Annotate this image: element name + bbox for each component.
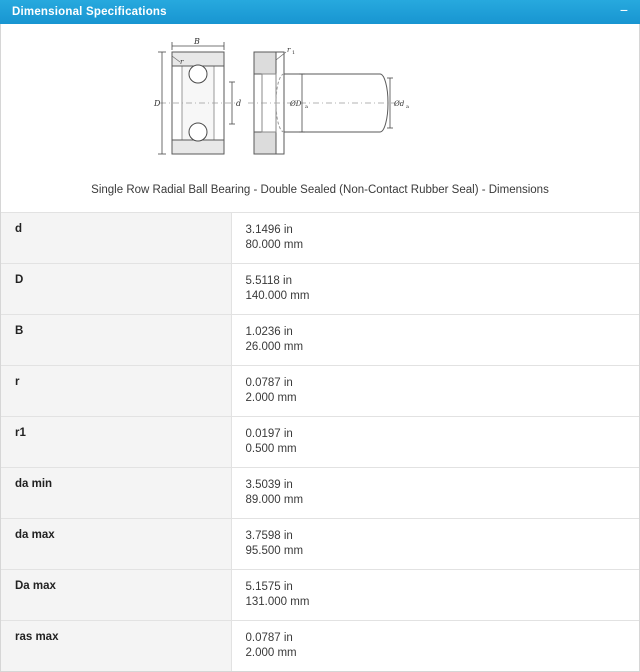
panel-header	[0, 0, 640, 24]
spec-value	[231, 213, 639, 264]
spec-value	[231, 417, 639, 468]
spec-value-inch: 0.0787 in	[245, 632, 293, 644]
spec-value	[231, 315, 639, 366]
spec-label: da min	[1, 468, 231, 519]
table-row	[1, 621, 639, 672]
spec-value-mm: 80.000 mm	[245, 239, 304, 251]
spec-label: ras max	[1, 621, 231, 672]
table-row	[1, 468, 639, 519]
spec-value-mm: 140.000 mm	[245, 290, 310, 302]
table-row	[1, 570, 639, 621]
spec-label: d	[1, 213, 231, 264]
table-row	[1, 417, 639, 468]
table-row	[1, 366, 639, 417]
spec-value-inch: 0.0787 in	[245, 377, 293, 389]
page-title: Dimensional Specifications	[12, 6, 167, 18]
spec-value-mm: 89.000 mm	[245, 494, 304, 506]
spec-value-mm: 0.500 mm	[245, 443, 297, 455]
svg-text:r: r	[287, 46, 291, 54]
svg-text:1: 1	[292, 50, 296, 56]
spec-value-inch: 0.0197 in	[245, 428, 293, 440]
spec-value-inch: 3.7598 in	[245, 530, 293, 542]
spec-value-inch: 3.1496 in	[245, 224, 293, 236]
spec-label: Da max	[1, 570, 231, 621]
spec-value-inch: 5.1575 in	[245, 581, 293, 593]
svg-text:a: a	[305, 104, 308, 110]
spec-value-mm: 2.000 mm	[245, 647, 297, 659]
spec-value	[231, 570, 639, 621]
spec-value	[231, 264, 639, 315]
table-row	[1, 315, 639, 366]
svg-text:a: a	[406, 104, 409, 110]
table-row	[1, 519, 639, 570]
spec-value	[231, 519, 639, 570]
spec-value	[231, 366, 639, 417]
figure-caption: Single Row Radial Ball Bearing - Double Sealed (Non-Contact Rubber Seal) - Dimensions	[91, 184, 549, 196]
svg-text:D: D	[154, 99, 161, 108]
spec-value-mm: 95.500 mm	[245, 545, 304, 557]
bearing-cross-section-icon	[150, 38, 490, 168]
spec-value	[231, 621, 639, 672]
spec-value-mm: 2.000 mm	[245, 392, 297, 404]
specifications-table	[1, 212, 639, 671]
svg-text:d: d	[236, 99, 242, 108]
panel-body	[0, 24, 640, 672]
svg-text:ØD: ØD	[290, 100, 302, 108]
spec-label: r1	[1, 417, 231, 468]
spec-label: D	[1, 264, 231, 315]
svg-text:Ød: Ød	[394, 100, 405, 108]
table-row	[1, 213, 639, 264]
spec-value-inch: 3.5039 in	[245, 479, 293, 491]
spec-value-inch: 1.0236 in	[245, 326, 293, 338]
spec-value-mm: 26.000 mm	[245, 341, 304, 353]
minus-icon[interactable]: −	[619, 2, 628, 18]
spec-label: da max	[1, 519, 231, 570]
spec-value	[231, 468, 639, 519]
svg-text:B: B	[194, 38, 200, 46]
svg-text:r: r	[180, 58, 184, 66]
spec-value-inch: 5.5118 in	[245, 275, 292, 287]
bearing-diagram	[1, 24, 639, 176]
spec-value-mm: 131.000 mm	[245, 596, 310, 608]
table-row	[1, 264, 639, 315]
spec-label: B	[1, 315, 231, 366]
spec-label: r	[1, 366, 231, 417]
